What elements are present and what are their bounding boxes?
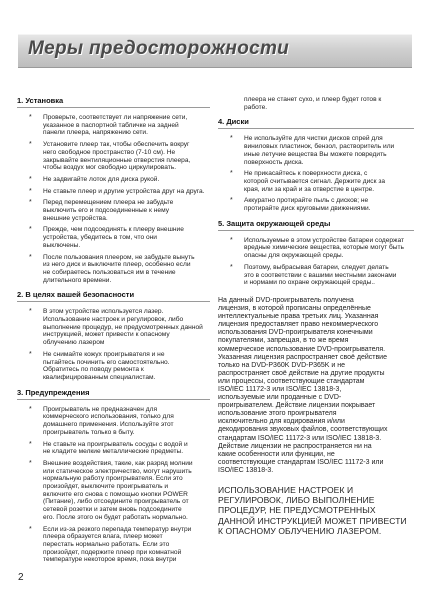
- list-item-text: В этом устройстве используется лазер. Использование настроек и регулировок, либо выполнение процедур, не предусмотренных данной инструкцией, может привести к опасному облучению лазером: [43, 308, 203, 347]
- bullet-asterisk: *: [29, 253, 32, 261]
- bullet-asterisk: *: [29, 525, 32, 533]
- bullet-asterisk: *: [29, 350, 32, 358]
- list-item: [218, 264, 414, 287]
- bullet-asterisk: *: [29, 141, 32, 149]
- list-item: [17, 199, 210, 222]
- list-item: [17, 406, 210, 437]
- list-item: [17, 176, 210, 184]
- discs-list: [218, 135, 414, 212]
- page-title: Меры предосторожности: [28, 38, 290, 59]
- list-item: [17, 141, 210, 172]
- left-column: [17, 96, 210, 568]
- list-item-text: После пользования плеером, не забудьте вынуть из него диск и выключите плеер, особенно если не собираетесь пользоваться им в течение длительного времени.: [43, 253, 195, 284]
- bullet-asterisk: *: [230, 135, 233, 143]
- bullet-asterisk: *: [29, 187, 32, 195]
- bullet-asterisk: *: [29, 175, 32, 183]
- list-item: [17, 114, 210, 137]
- list-item-text: Перед перемещением плеера не забудьте выключить его и подсоединенные к нему внешние устройства.: [43, 199, 174, 222]
- bullet-asterisk: *: [29, 199, 32, 207]
- safety-list: [17, 308, 210, 381]
- list-item-text: Поэтому, выбрасывая батареи, следует делать это в соответствии с вашими местными законами и нормами по охране окружающей среды..: [244, 263, 397, 287]
- right-column: [218, 96, 414, 536]
- list-item: [218, 237, 414, 260]
- bullet-asterisk: *: [29, 459, 32, 467]
- list-item-text: Используемые в этом устройстве батареи содержат вредные химические вещества, которые могут быть опасны для окружающей среды.: [244, 236, 404, 260]
- list-item: [17, 460, 210, 522]
- list-item-text: Не используйте для чистки дисков спрей для виниловых пластинок, бензол, растворитель или иные летучие вещества Вы можете повредить поверхность диска.: [244, 135, 395, 166]
- warnings-list: [17, 406, 210, 564]
- list-item-text: Не прикасайтесь к поверхности диска, с которой считывается сигнал. Держите диск за края, или за край и за отверстие в центре.: [244, 170, 386, 193]
- list-item-text: Не снимайте кожух проигрывателя и не пытайтесь починить его самостоятельно. Обратитесь по поводу ремонта к квалифицированным специалистам.: [43, 350, 170, 381]
- list-item-text: Не ставьте на проигрыватель сосуды с водой и не кладите мелкие металлические предметы.: [43, 440, 188, 456]
- section-title-discs: 4. Диски: [218, 117, 414, 129]
- bullet-asterisk: *: [29, 440, 32, 448]
- list-item: [17, 188, 210, 196]
- list-item-text: Проверьте, соответствует ли напряжение сети, указанное в паспортной табличке на задней панели плеера, напряжению сети.: [43, 114, 188, 137]
- list-item-text: Проигрыватель не предназначен для коммерческого использования, только для домашнего применения. Используйте этот проигрыватель только в быту.: [43, 405, 174, 436]
- list-item: [218, 197, 414, 212]
- section-title-warnings: 3. Предупреждения: [17, 388, 210, 400]
- list-item: [17, 441, 210, 456]
- list-item-text: Не задвигайте лоток для диска рукой.: [43, 175, 160, 183]
- list-item: [17, 351, 210, 382]
- list-item: [17, 308, 210, 347]
- bullet-asterisk: *: [230, 263, 233, 271]
- bullet-asterisk: *: [230, 197, 233, 205]
- section-title-environment: 5. Защита окружающей среды: [218, 219, 414, 231]
- section-title-installation: 1. Установка: [17, 96, 210, 108]
- bullet-asterisk: *: [230, 236, 233, 244]
- list-item-text: Внешние воздействия, такие, как разряд молнии или статическое электричество, могут нарушить нормальную работу проигрывателя. Если это произойдет, выключите проигрыватель и включите его снова с помощью кнопки POWER (Питание), либо отсоедините проигрыватель от сетевой розетки и затем вновь подсоедините его. После этого он будет работать нормально.: [43, 459, 193, 521]
- laser-warning: ИСПОЛЬЗОВАНИЕ НАСТРОЕК И РЕГУЛИРОВОК, ЛИБО ВЫПОЛНЕНИЕ ПРОЦЕДУР, НЕ ПРЕДУСМОТРЕННЫХ ДАННОЙ ИНСТРУКЦИЕЙ МОЖЕТ ПРИВЕСТИ К ОПАСНОМУ ОБЛУЧЕНИЮ ЛАЗЕРОМ.: [218, 485, 407, 536]
- bullet-asterisk: *: [29, 405, 32, 413]
- bullet-asterisk: *: [29, 114, 32, 121]
- page-number: 2: [18, 572, 24, 583]
- title-banner: [18, 34, 412, 68]
- bullet-asterisk: *: [29, 226, 32, 234]
- environment-list: [218, 237, 414, 287]
- list-item: [17, 254, 210, 285]
- installation-list: [17, 114, 210, 284]
- list-item-text: Аккуратно протирайте пыль с дисков; не протирайте диск круговыми движениями.: [244, 197, 371, 213]
- list-item-text: Если из-за резкого перепада температур внутри плеера образуется влага, плеер может перестать нормально работать. Если это произойдет, подержите плеер при комнатной температуре некоторое время, пока внутри: [43, 525, 192, 564]
- license-paragraph: На данный DVD-проигрыватель получена лицензия, в которой прописаны определённые интеллектуальные права третьих лиц. Указанная лицензия предоставляет право некоммерческого использования DVD-проигрывателя конечными покупателями, запрещая, в то же время коммерческое использование DVD-проигрывателя. Указанная лицензия распространяет своё действие только на DVD-P360K DVD-P365K и не распространяет своё действие на другие продукты или процессы, соответствующие стандартам ISO/IEC 11172-3 или ISO/IEC 13818-3, используемые или проданные с DVD- проигрывателем. Действие лицензии покрывает использование этого проигрывателя исключительно для кодирования и/или декодирования звуковых файлов, соответствующих стандартам ISO/IEC 11172-3 или ISO/IEC 13818-3. Действие лицензии не распространяется ни на какие особенности или функции, не соответствующие стандартам ISO/IEC 11172-3 или ISO/IEC 13818-3.: [218, 296, 388, 474]
- bullet-asterisk: *: [230, 170, 233, 178]
- list-item: [17, 226, 210, 249]
- list-item: [17, 526, 210, 565]
- list-item: [218, 170, 414, 193]
- warnings-continuation: плеера не станет сухо, и плеер будет готов к работе.: [244, 96, 382, 111]
- list-item: [218, 135, 414, 166]
- list-item-text: Не ставьте плеер и другие устройства друг на друга.: [43, 187, 205, 195]
- bullet-asterisk: *: [29, 308, 32, 316]
- list-item-text: Прежде, чем подсоединять к плееру внешние устройства, убедитесь в том, что они выключены.: [43, 226, 184, 249]
- section-title-safety: 2. В целях вашей безопасности: [17, 290, 210, 302]
- list-item-text: Установите плеер так, чтобы обеспечить вокруг него свободное пространство (7-10 см). Не закрывайте вентиляционные отверстия плеера, чтобы воздух мог свободно циркулировать.: [43, 141, 191, 172]
